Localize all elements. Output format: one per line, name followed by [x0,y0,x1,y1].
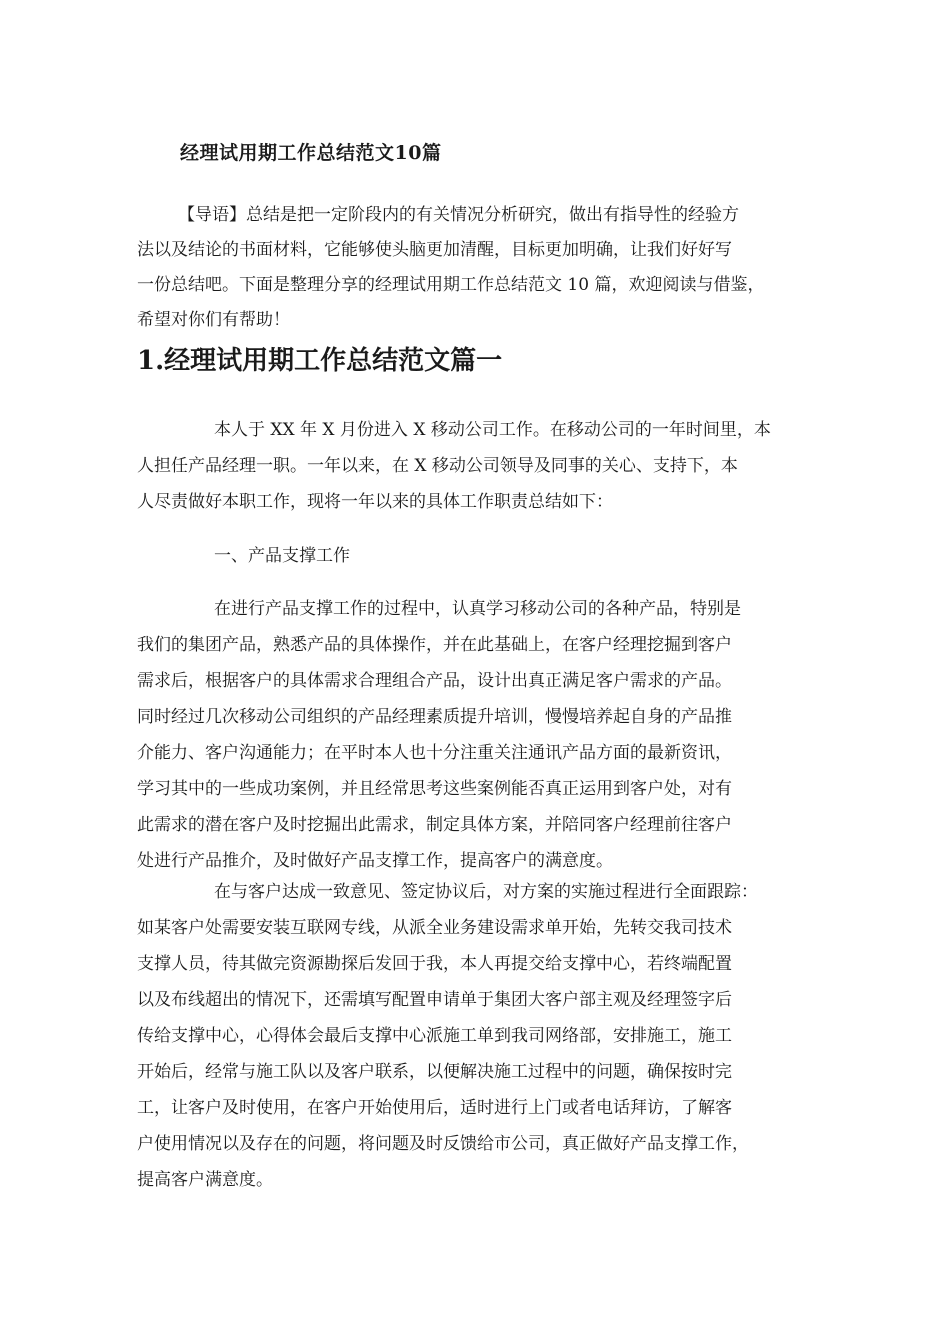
paragraph-line: 人尽责做好本职工作，现将一年以来的具体工作职责总结如下： [137,492,613,512]
subheading-text: 一、产品支撑工作 [214,546,350,566]
subheading-product-support [137,538,827,574]
paragraph-line: 在进行产品支撑工作的过程中，认真学习移动公司的各种产品，特别是 [214,599,741,619]
paragraph-line: 同时经过几次移动公司组织的产品经理素质提升培训，慢慢培养起自身的产品推 [137,707,732,727]
paragraph-line: 学习其中的一些成功案例，并且经常思考这些案例能否真正运用到客户处，对有 [137,779,732,799]
paragraph-line: 以及布线超出的情况下，还需填写配置申请单于集团大客户部主观及经理签字后 [137,990,732,1010]
paragraph-line: 我们的集团产品，熟悉产品的具体操作，并在此基础上，在客户经理挖掘到客户 [137,635,732,655]
paragraph-product-support [137,591,827,879]
paragraph-line: 户使用情况以及存在的问题，将问题及时反馈给市公司，真正做好产品支撑工作， [137,1134,749,1154]
paragraph-line: 此需求的潜在客户及时挖掘出此需求，制定具体方案，并陪同客户经理前往客户 [137,815,732,835]
paragraph-line: 需求后，根据客户的具体需求合理组合产品，设计出真正满足客户需求的产品。 [137,671,732,691]
paragraph-line: 处进行产品推介，及时做好产品支撑工作，提高客户的满意度。 [137,851,613,871]
paragraph-line: 支撑人员，待其做完资源勘探后发回于我，本人再提交给支撑中心，若终端配置 [137,954,732,974]
intro-line: 一份总结吧。下面是整理分享的经理试用期工作总结范文 10 篇，欢迎阅读与借鉴， [137,275,765,295]
paragraph-line: 传给支撑中心，心得体会最后支撑中心派施工单到我司网络部，安排施工，施工 [137,1026,732,1046]
paragraph-intro-work [137,412,827,520]
section-heading: 1.经理试用期工作总结范文篇一 [137,346,503,376]
paragraph-line: 如某客户处需要安装互联网专线，从派全业务建设需求单开始，先转交我司技术 [137,918,732,938]
paragraph-line: 人担任产品经理一职。一年以来，在 X 移动公司领导及同事的关心、支持下，本 [137,456,738,476]
paragraph-line: 本人于 XX 年 X 月份进入 X 移动公司工作。在移动公司的一年时间里，本 [214,420,771,440]
intro-line: 法以及结论的书面材料，它能够使头脑更加清醒，目标更加明确，让我们好好写 [137,240,732,260]
paragraph-line: 工，让客户及时使用，在客户开始使用后，适时进行上门或者电话拜访，了解客 [137,1098,732,1118]
paragraph-line: 在与客户达成一致意见、签定协议后，对方案的实施过程进行全面跟踪： [214,882,758,902]
intro-line: 希望对你们有帮助！ [137,310,290,330]
intro-paragraph [137,198,827,338]
paragraph-line: 介能力、客户沟通能力；在平时本人也十分注重关注通讯产品方面的最新资讯， [137,743,732,763]
intro-line: 【导语】总结是把一定阶段内的有关情况分析研究，做出有指导性的经验方 [178,205,739,225]
paragraph-line: 提高客户满意度。 [137,1170,273,1190]
paragraph-line: 开始后，经常与施工队以及客户联系，以便解决施工过程中的问题，确保按时完 [137,1062,732,1082]
paragraph-implementation-tracking [137,874,827,1198]
document-title: 经理试用期工作总结范文10篇 [180,142,442,164]
